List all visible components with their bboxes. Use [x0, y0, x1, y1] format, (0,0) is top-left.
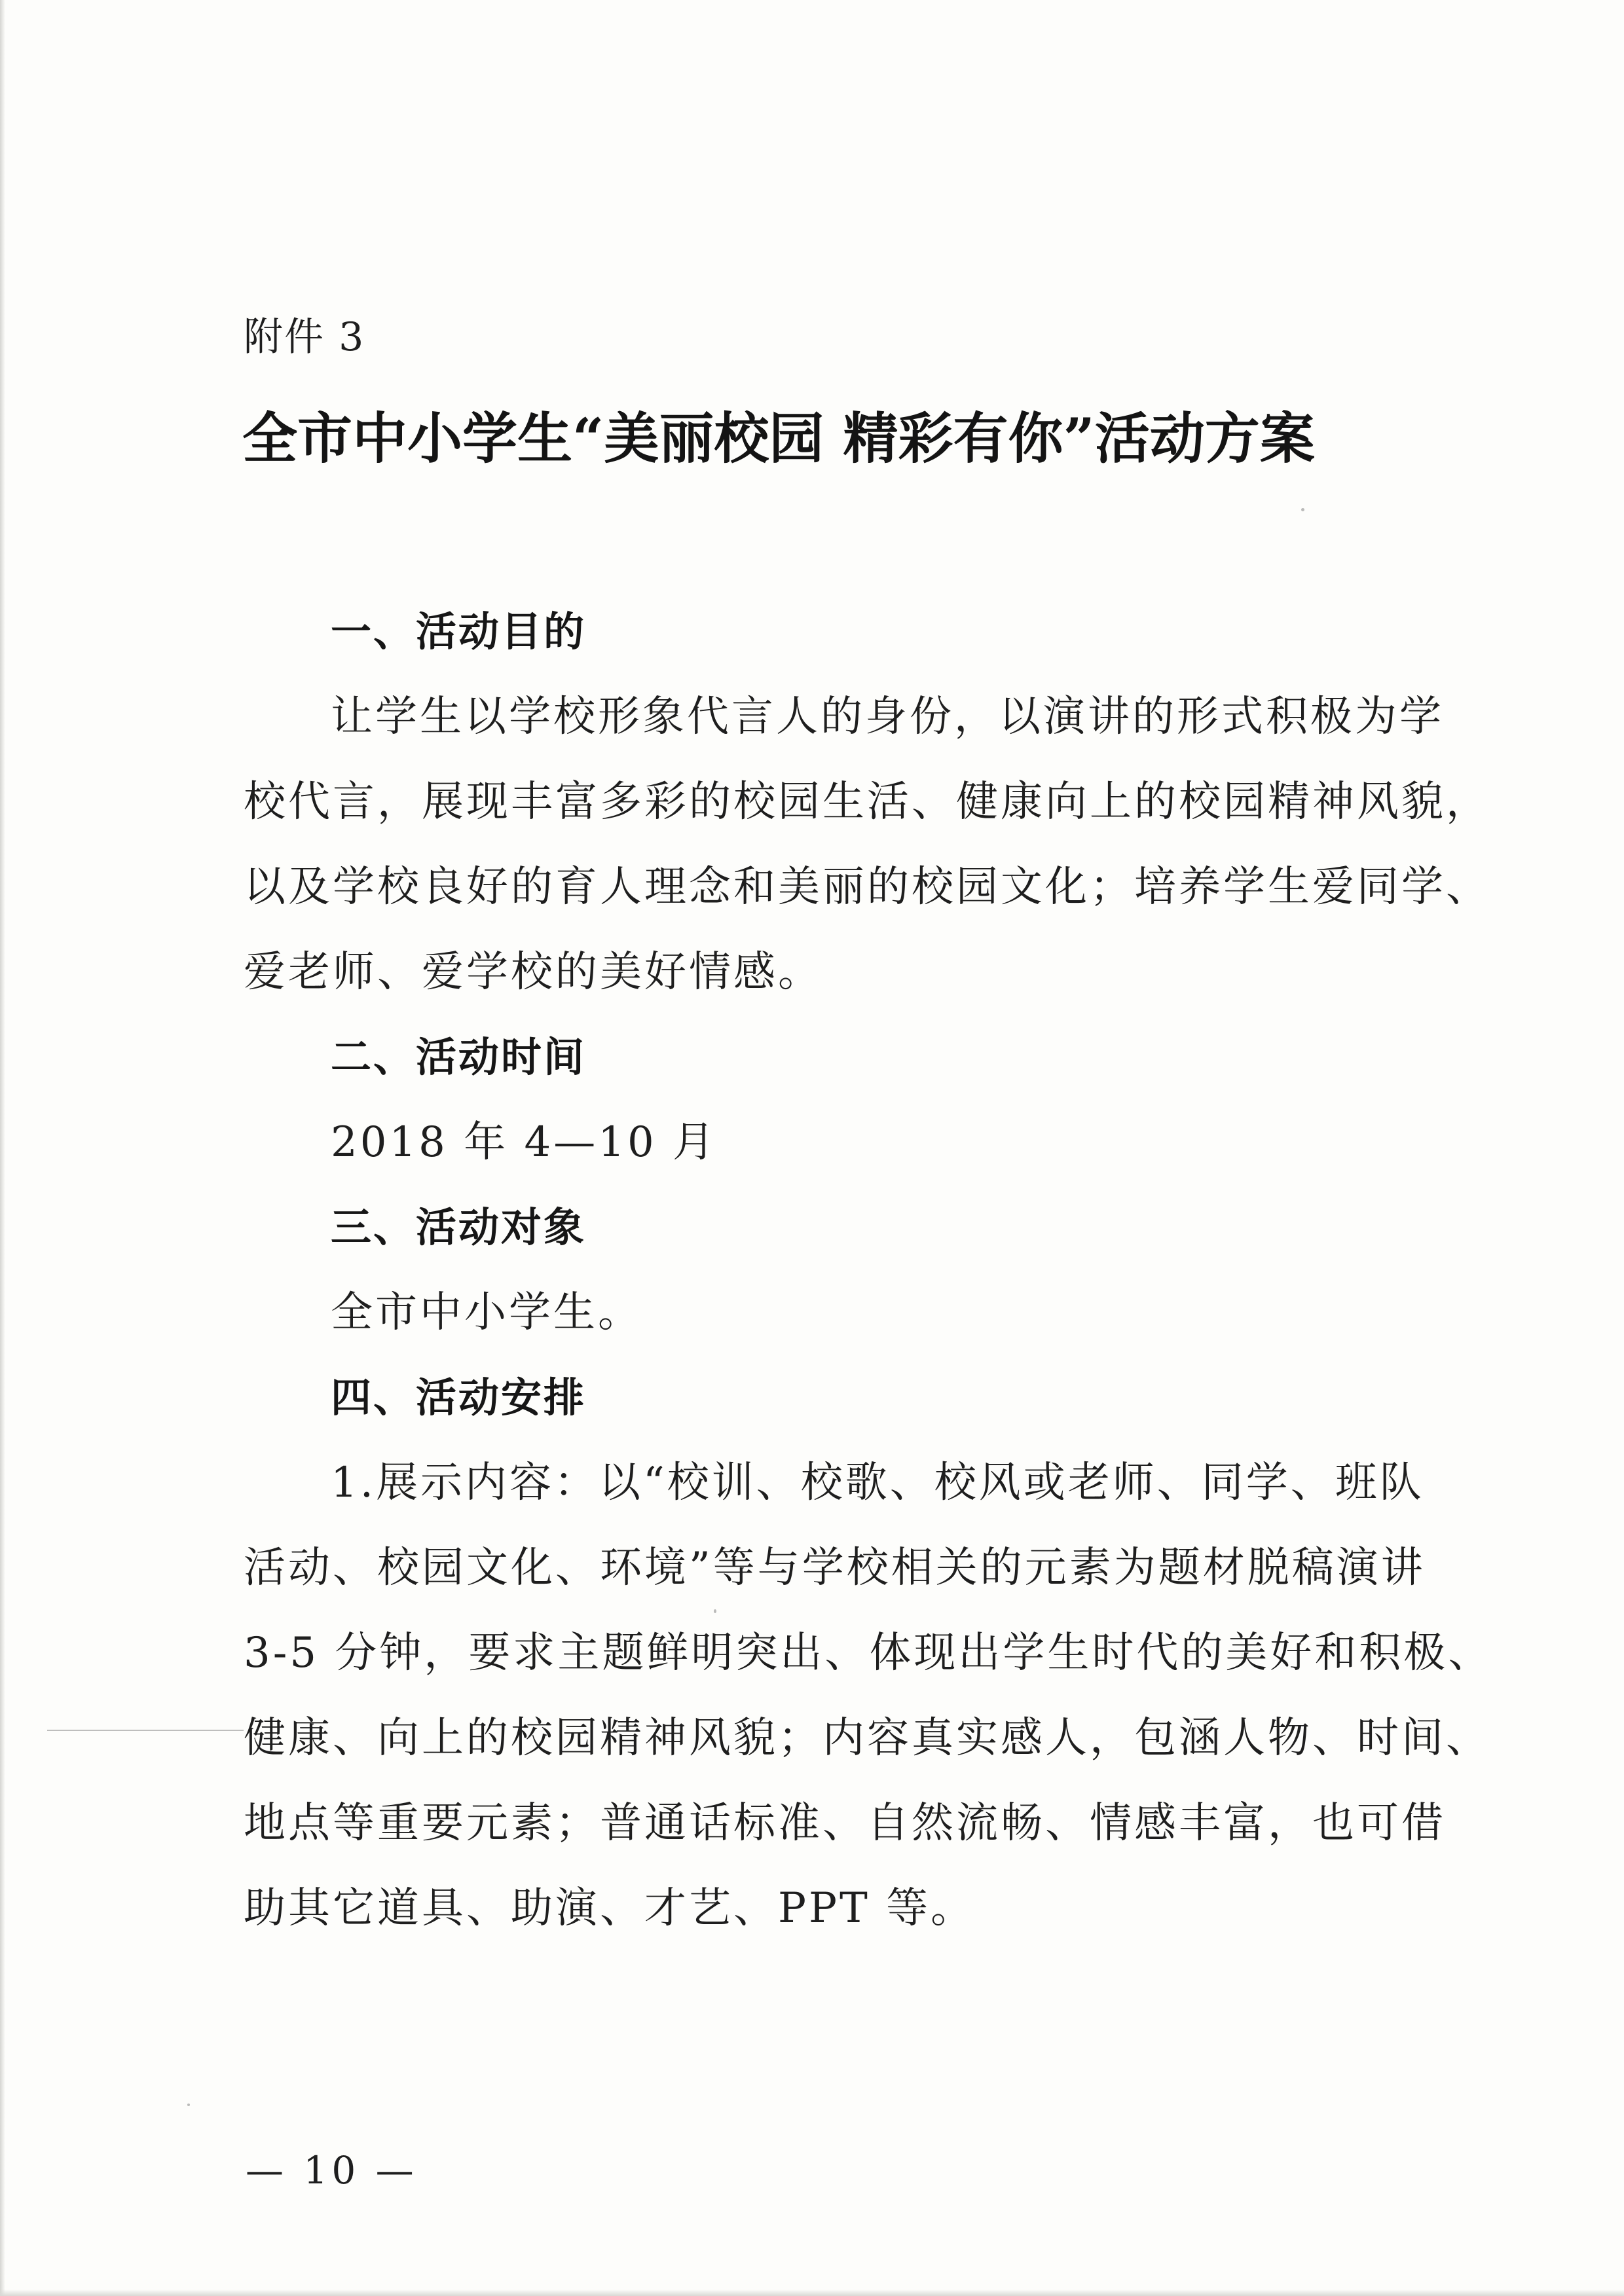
section-heading-time: 二、活动时间 [331, 1033, 587, 1081]
scan-speck [1301, 508, 1304, 511]
page-number: — 10 — [246, 2148, 418, 2193]
scan-artifact-line [47, 1730, 244, 1731]
section-heading-arrangement: 四、活动安排 [331, 1374, 587, 1421]
paragraph-line: 3-5 分钟，要求主题鲜明突出、体现出学生时代的美好和积极、 [244, 1629, 1493, 1677]
paragraph-line: 爱老师、爱学校的美好情感。 [244, 948, 822, 996]
paragraph-line: 健康、向上的校园精神风貌；内容真实感人，包涵人物、时间、 [244, 1714, 1490, 1762]
paragraph-line: 助其它道具、助演、才艺、PPT 等。 [244, 1884, 976, 1933]
paragraph-line: 让学生以学校形象代言人的身份，以演讲的形式积极为学 [331, 693, 1444, 741]
paragraph-line: 全市中小学生。 [331, 1288, 642, 1337]
document-title: 全市中小学生“美丽校园 精彩有你”活动方案 [242, 406, 1315, 471]
attachment-label: 附件 3 [244, 314, 365, 360]
paragraph-line: 活动、校园文化、环境”等与学校相关的元素为题材脱稿演讲 [244, 1544, 1426, 1592]
paragraph-line: 校代言，展现丰富多彩的校园生活、健康向上的校园精神风貌， [244, 778, 1490, 826]
section-heading-audience: 三、活动对象 [331, 1203, 587, 1251]
scan-edge-left [0, 0, 5, 2296]
paragraph-line: 1.展示内容：以“校训、校歌、校风或老师、同学、班队 [331, 1459, 1424, 1507]
paragraph-line: 地点等重要元素；普通话标准、自然流畅、情感丰富，也可借 [244, 1799, 1446, 1848]
paragraph-line: 2018 年 4—10 月 [331, 1118, 718, 1167]
scan-speck [187, 2104, 190, 2106]
scan-speck [714, 1609, 716, 1613]
section-heading-purpose: 一、活动目的 [331, 608, 587, 655]
scan-edge-bottom [0, 2289, 1624, 2296]
paragraph-line: 以及学校良好的育人理念和美丽的校园文化；培养学生爱同学、 [244, 863, 1490, 911]
